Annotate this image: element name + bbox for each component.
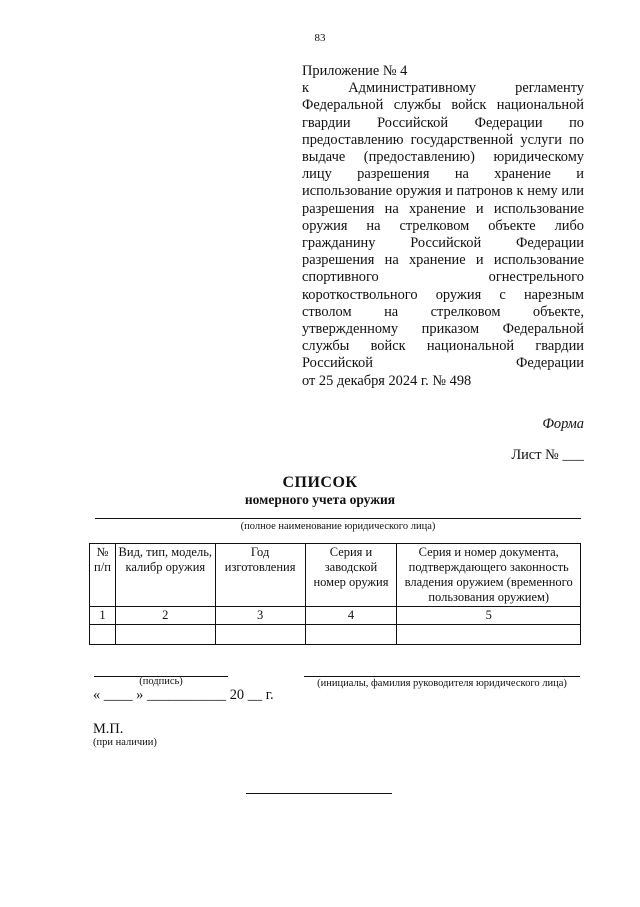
column-number: 1: [90, 607, 116, 625]
column-number: 5: [397, 607, 581, 625]
header-serial-number: Серия и заводской номер оружия: [305, 544, 397, 607]
appendix-block: [302, 63, 584, 390]
header-weapon-type: Вид, тип, модель, калибр оружия: [115, 544, 215, 607]
column-number: 3: [215, 607, 305, 625]
document-subtitle: номерного учета оружия: [244, 492, 396, 507]
header-ownership-document: Серия и номер документа, подтверждающего законность владения оружием (временного пользования оружием): [397, 544, 581, 607]
document-title: СПИСОК: [282, 474, 358, 491]
head-name-line: [304, 676, 580, 677]
end-divider: [246, 793, 392, 794]
date-line: « ____ » ___________ 20 __ г.: [93, 687, 274, 703]
column-number-row: [90, 607, 581, 625]
organization-name-line: [95, 518, 581, 519]
column-number: 4: [305, 607, 397, 625]
form-label: Форма: [542, 416, 584, 432]
header-number: № п/п: [90, 544, 116, 607]
organization-name-caption: (полное наименование юридического лица): [240, 521, 436, 532]
table-cell: [90, 625, 116, 645]
head-name-caption: (инициалы, фамилия руководителя юридического лица): [317, 678, 567, 689]
table-row: [90, 625, 581, 645]
table-header-row: [90, 544, 581, 607]
header-year: Год изготовления: [215, 544, 305, 607]
table-cell: [115, 625, 215, 645]
column-number: 2: [115, 607, 215, 625]
page-number: 83: [314, 32, 326, 44]
table-cell: [305, 625, 397, 645]
appendix-date: от 25 декабря 2024 г. № 498: [302, 372, 472, 389]
appendix-body: к Административному регламенту Федеральной службы войск национальной гвардии Российской Федерации по предоставлению государственной услуги по выдаче (предоставлению) юридическому лицу разрешения на хранение и использование оружия и патронов к нему или разрешения на хранение и использование оружия на стрелковом объекте либо гражданину Российской Федерации разрешения на хранение и использование спортивного огнестрельного короткоствольного оружия с нарезным стволом на стрелковом объекте, утвержденному приказом Федеральной службы войск национальной гвардии Российской Федерации: [302, 80, 584, 372]
signature-caption: (подпись): [139, 676, 183, 687]
appendix-title: Приложение № 4: [302, 63, 408, 79]
table-cell: [215, 625, 305, 645]
stamp-label: М.П.: [93, 721, 124, 737]
sheet-number-label: Лист № ___: [511, 447, 584, 463]
stamp-note: (при наличии): [93, 737, 157, 748]
table-cell: [397, 625, 581, 645]
weapons-register-table: [89, 543, 581, 645]
